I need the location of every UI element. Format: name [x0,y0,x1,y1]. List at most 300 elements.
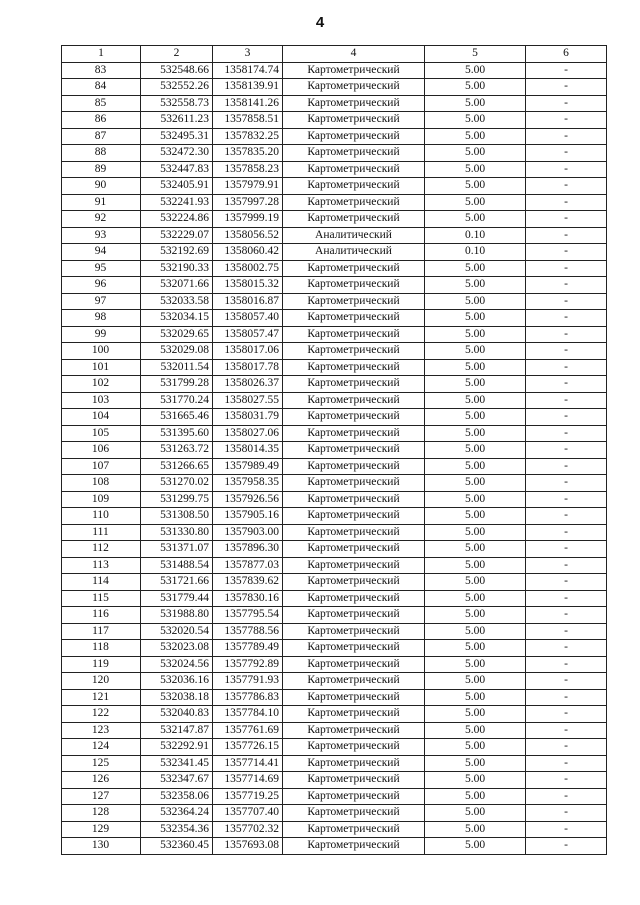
cell-note: - [526,755,607,772]
cell-coord-y: 1357926.56 [213,491,283,508]
page-number: 4 [315,14,325,31]
cell-note: - [526,161,607,178]
table-row [62,755,607,772]
cell-coord-y: 1358014.35 [213,442,283,459]
cell-coord-y: 1358002.75 [213,260,283,277]
cell-coord-y: 1357858.51 [213,112,283,129]
cell-accuracy: 5.00 [425,640,526,657]
table-row [62,689,607,706]
cell-method: Картометрический [283,788,425,805]
cell-point-number: 118 [62,640,141,657]
cell-method: Картометрический [283,623,425,640]
cell-coord-y: 1357693.08 [213,838,283,855]
table-body [62,62,607,854]
cell-coord-x: 531488.54 [141,557,213,574]
table-row [62,557,607,574]
cell-accuracy: 5.00 [425,359,526,376]
cell-point-number: 100 [62,343,141,360]
cell-method: Картометрический [283,392,425,409]
cell-accuracy: 0.10 [425,227,526,244]
cell-method: Картометрический [283,739,425,756]
cell-method: Картометрический [283,260,425,277]
cell-coord-x: 532341.45 [141,755,213,772]
cell-method: Картометрический [283,475,425,492]
cell-note: - [526,409,607,426]
cell-accuracy: 5.00 [425,706,526,723]
cell-point-number: 108 [62,475,141,492]
cell-coord-y: 1357719.25 [213,788,283,805]
cell-note: - [526,739,607,756]
cell-coord-x: 532292.91 [141,739,213,756]
table-row [62,607,607,624]
cell-accuracy: 5.00 [425,277,526,294]
cell-accuracy: 5.00 [425,821,526,838]
cell-accuracy: 5.00 [425,524,526,541]
cell-accuracy: 5.00 [425,689,526,706]
cell-coord-x: 532354.36 [141,821,213,838]
cell-coord-y: 1358141.26 [213,95,283,112]
table-row [62,128,607,145]
cell-point-number: 104 [62,409,141,426]
table-header [62,46,607,63]
cell-coord-x: 532548.66 [141,62,213,79]
cell-coord-x: 531371.07 [141,541,213,558]
cell-coord-y: 1357877.03 [213,557,283,574]
cell-method: Картометрический [283,541,425,558]
cell-coord-x: 532033.58 [141,293,213,310]
cell-coord-x: 532036.16 [141,673,213,690]
cell-coord-y: 1358174.74 [213,62,283,79]
cell-note: - [526,343,607,360]
cell-point-number: 83 [62,62,141,79]
cell-method: Картометрический [283,293,425,310]
cell-note: - [526,673,607,690]
cell-method: Картометрический [283,128,425,145]
table-row [62,194,607,211]
cell-note: - [526,326,607,343]
cell-method: Картометрический [283,442,425,459]
header-col-2: 2 [141,46,213,63]
table-row [62,739,607,756]
cell-coord-y: 1357791.93 [213,673,283,690]
cell-point-number: 103 [62,392,141,409]
cell-method: Картометрический [283,194,425,211]
cell-coord-y: 1357979.91 [213,178,283,195]
table-row [62,310,607,327]
cell-coord-x: 532071.66 [141,277,213,294]
cell-point-number: 90 [62,178,141,195]
cell-point-number: 106 [62,442,141,459]
cell-note: - [526,640,607,657]
cell-coord-x: 531330.80 [141,524,213,541]
cell-coord-x: 531299.75 [141,491,213,508]
cell-method: Картометрический [283,79,425,96]
cell-method: Картометрический [283,310,425,327]
cell-accuracy: 5.00 [425,425,526,442]
cell-accuracy: 5.00 [425,112,526,129]
cell-accuracy: 5.00 [425,557,526,574]
cell-note: - [526,623,607,640]
cell-note: - [526,359,607,376]
cell-point-number: 127 [62,788,141,805]
table-row [62,475,607,492]
table-row [62,656,607,673]
cell-point-number: 91 [62,194,141,211]
cell-coord-y: 1357789.49 [213,640,283,657]
cell-coord-x: 532364.24 [141,805,213,822]
table-row [62,161,607,178]
header-col-5: 5 [425,46,526,63]
table-row [62,227,607,244]
cell-point-number: 89 [62,161,141,178]
cell-coord-y: 1357795.54 [213,607,283,624]
cell-method: Картометрический [283,656,425,673]
table-row [62,524,607,541]
cell-coord-x: 531395.60 [141,425,213,442]
cell-method: Картометрический [283,491,425,508]
cell-coord-x: 532360.45 [141,838,213,855]
cell-coord-y: 1358026.37 [213,376,283,393]
table-row [62,392,607,409]
header-col-4: 4 [283,46,425,63]
cell-point-number: 122 [62,706,141,723]
table-row [62,178,607,195]
cell-point-number: 101 [62,359,141,376]
cell-coord-y: 1357903.00 [213,524,283,541]
cell-point-number: 111 [62,524,141,541]
cell-coord-x: 531263.72 [141,442,213,459]
cell-coord-y: 1357714.41 [213,755,283,772]
cell-note: - [526,722,607,739]
cell-method: Картометрический [283,772,425,789]
cell-method: Картометрический [283,161,425,178]
cell-accuracy: 5.00 [425,326,526,343]
cell-coord-x: 532190.33 [141,260,213,277]
cell-accuracy: 5.00 [425,541,526,558]
cell-note: - [526,772,607,789]
cell-coord-x: 532495.31 [141,128,213,145]
cell-method: Картометрический [283,409,425,426]
table-row [62,838,607,855]
cell-coord-x: 532034.15 [141,310,213,327]
table-row [62,359,607,376]
cell-coord-y: 1357714.69 [213,772,283,789]
table-row [62,425,607,442]
cell-note: - [526,821,607,838]
cell-coord-x: 531266.65 [141,458,213,475]
table-row [62,574,607,591]
cell-accuracy: 5.00 [425,409,526,426]
cell-note: - [526,475,607,492]
cell-point-number: 95 [62,260,141,277]
cell-point-number: 96 [62,277,141,294]
cell-note: - [526,788,607,805]
cell-coord-x: 532552.26 [141,79,213,96]
table-row [62,508,607,525]
table-row [62,722,607,739]
header-row [62,46,607,63]
cell-coord-x: 532405.91 [141,178,213,195]
cell-accuracy: 5.00 [425,755,526,772]
cell-point-number: 98 [62,310,141,327]
cell-accuracy: 5.00 [425,194,526,211]
cell-note: - [526,524,607,541]
cell-coord-y: 1357835.20 [213,145,283,162]
cell-method: Картометрический [283,557,425,574]
cell-point-number: 124 [62,739,141,756]
cell-accuracy: 5.00 [425,590,526,607]
cell-coord-y: 1358027.55 [213,392,283,409]
cell-accuracy: 5.00 [425,574,526,591]
cell-coord-y: 1358057.40 [213,310,283,327]
cell-note: - [526,508,607,525]
table-row [62,95,607,112]
cell-coord-y: 1357788.56 [213,623,283,640]
cell-point-number: 113 [62,557,141,574]
cell-method: Картометрический [283,211,425,228]
cell-method: Картометрический [283,640,425,657]
cell-method: Картометрический [283,590,425,607]
cell-note: - [526,128,607,145]
cell-point-number: 117 [62,623,141,640]
cell-coord-x: 531270.02 [141,475,213,492]
cell-coord-y: 1357786.83 [213,689,283,706]
coordinates-table [61,45,607,855]
cell-coord-x: 532558.73 [141,95,213,112]
cell-method: Картометрический [283,359,425,376]
cell-coord-y: 1358015.32 [213,277,283,294]
cell-note: - [526,656,607,673]
cell-coord-x: 531988.80 [141,607,213,624]
cell-point-number: 126 [62,772,141,789]
table-row [62,788,607,805]
cell-note: - [526,458,607,475]
cell-coord-y: 1357989.49 [213,458,283,475]
cell-coord-x: 532447.83 [141,161,213,178]
cell-coord-x: 531779.44 [141,590,213,607]
cell-point-number: 107 [62,458,141,475]
cell-note: - [526,425,607,442]
cell-method: Картометрический [283,145,425,162]
cell-coord-x: 532147.87 [141,722,213,739]
table-row [62,821,607,838]
cell-accuracy: 5.00 [425,178,526,195]
header-col-3: 3 [213,46,283,63]
cell-note: - [526,227,607,244]
cell-coord-y: 1357702.32 [213,821,283,838]
cell-note: - [526,79,607,96]
cell-coord-y: 1358027.06 [213,425,283,442]
table-row [62,326,607,343]
cell-point-number: 114 [62,574,141,591]
table-row [62,442,607,459]
cell-point-number: 85 [62,95,141,112]
cell-point-number: 121 [62,689,141,706]
cell-accuracy: 5.00 [425,79,526,96]
cell-accuracy: 5.00 [425,161,526,178]
table-row [62,79,607,96]
cell-point-number: 99 [62,326,141,343]
cell-point-number: 120 [62,673,141,690]
cell-coord-x: 532347.67 [141,772,213,789]
cell-point-number: 110 [62,508,141,525]
cell-note: - [526,442,607,459]
table-row [62,343,607,360]
table-row [62,244,607,261]
cell-note: - [526,557,607,574]
cell-coord-x: 532011.54 [141,359,213,376]
cell-method: Картометрический [283,805,425,822]
cell-coord-y: 1358060.42 [213,244,283,261]
cell-accuracy: 5.00 [425,607,526,624]
cell-method: Аналитический [283,227,425,244]
cell-accuracy: 5.00 [425,442,526,459]
table-row [62,62,607,79]
cell-coord-y: 1357784.10 [213,706,283,723]
cell-accuracy: 5.00 [425,376,526,393]
cell-point-number: 92 [62,211,141,228]
cell-coord-y: 1358017.78 [213,359,283,376]
cell-coord-x: 532023.08 [141,640,213,657]
cell-method: Картометрический [283,425,425,442]
table-row [62,260,607,277]
cell-accuracy: 5.00 [425,623,526,640]
table-row [62,706,607,723]
cell-accuracy: 5.00 [425,788,526,805]
cell-accuracy: 5.00 [425,673,526,690]
cell-coord-y: 1357958.35 [213,475,283,492]
cell-accuracy: 5.00 [425,772,526,789]
cell-method: Картометрический [283,508,425,525]
cell-method: Картометрический [283,112,425,129]
cell-method: Картометрический [283,326,425,343]
header-col-1: 1 [62,46,141,63]
cell-accuracy: 5.00 [425,805,526,822]
cell-coord-x: 532040.83 [141,706,213,723]
table-row [62,640,607,657]
cell-accuracy: 5.00 [425,722,526,739]
cell-method: Картометрический [283,62,425,79]
cell-note: - [526,805,607,822]
cell-point-number: 116 [62,607,141,624]
cell-note: - [526,590,607,607]
cell-accuracy: 5.00 [425,145,526,162]
cell-point-number: 128 [62,805,141,822]
cell-coord-x: 532024.56 [141,656,213,673]
cell-point-number: 125 [62,755,141,772]
cell-coord-x: 531721.66 [141,574,213,591]
cell-accuracy: 5.00 [425,458,526,475]
cell-point-number: 86 [62,112,141,129]
table-row [62,211,607,228]
cell-coord-y: 1358031.79 [213,409,283,426]
cell-accuracy: 5.00 [425,475,526,492]
cell-method: Картометрический [283,673,425,690]
table-row [62,409,607,426]
cell-accuracy: 5.00 [425,508,526,525]
table-row [62,491,607,508]
cell-method: Картометрический [283,706,425,723]
cell-coord-x: 532611.23 [141,112,213,129]
cell-point-number: 115 [62,590,141,607]
cell-coord-x: 532020.54 [141,623,213,640]
cell-note: - [526,491,607,508]
table-row [62,458,607,475]
cell-coord-x: 532224.86 [141,211,213,228]
cell-accuracy: 5.00 [425,739,526,756]
header-col-6: 6 [526,46,607,63]
cell-coord-x: 532038.18 [141,689,213,706]
cell-point-number: 97 [62,293,141,310]
cell-coord-x: 532229.07 [141,227,213,244]
cell-note: - [526,706,607,723]
cell-coord-y: 1358017.06 [213,343,283,360]
cell-coord-y: 1357832.25 [213,128,283,145]
cell-coord-y: 1357707.40 [213,805,283,822]
cell-point-number: 109 [62,491,141,508]
cell-note: - [526,95,607,112]
cell-note: - [526,838,607,855]
cell-method: Картометрический [283,277,425,294]
table-row [62,590,607,607]
table-row [62,541,607,558]
table-row [62,112,607,129]
cell-coord-y: 1357792.89 [213,656,283,673]
table-row [62,376,607,393]
cell-coord-x: 532029.65 [141,326,213,343]
cell-method: Картометрический [283,376,425,393]
table-row [62,805,607,822]
cell-point-number: 112 [62,541,141,558]
cell-coord-x: 531770.24 [141,392,213,409]
cell-note: - [526,244,607,261]
cell-accuracy: 5.00 [425,293,526,310]
cell-method: Картометрический [283,524,425,541]
cell-point-number: 119 [62,656,141,673]
cell-accuracy: 5.00 [425,491,526,508]
cell-coord-y: 1357997.28 [213,194,283,211]
cell-accuracy: 0.10 [425,244,526,261]
cell-coord-y: 1357999.19 [213,211,283,228]
table-row [62,673,607,690]
cell-accuracy: 5.00 [425,95,526,112]
cell-point-number: 130 [62,838,141,855]
cell-note: - [526,607,607,624]
cell-coord-y: 1357905.16 [213,508,283,525]
cell-accuracy: 5.00 [425,62,526,79]
cell-method: Картометрический [283,458,425,475]
cell-point-number: 105 [62,425,141,442]
cell-note: - [526,574,607,591]
cell-coord-x: 531799.28 [141,376,213,393]
cell-coord-y: 1357858.23 [213,161,283,178]
cell-coord-y: 1357839.62 [213,574,283,591]
cell-method: Аналитический [283,244,425,261]
cell-note: - [526,145,607,162]
cell-accuracy: 5.00 [425,838,526,855]
cell-point-number: 129 [62,821,141,838]
cell-note: - [526,62,607,79]
cell-coord-x: 532241.93 [141,194,213,211]
cell-accuracy: 5.00 [425,260,526,277]
cell-point-number: 123 [62,722,141,739]
cell-point-number: 88 [62,145,141,162]
table-row [62,772,607,789]
cell-coord-y: 1357726.15 [213,739,283,756]
cell-coord-y: 1358056.52 [213,227,283,244]
cell-point-number: 93 [62,227,141,244]
cell-note: - [526,211,607,228]
